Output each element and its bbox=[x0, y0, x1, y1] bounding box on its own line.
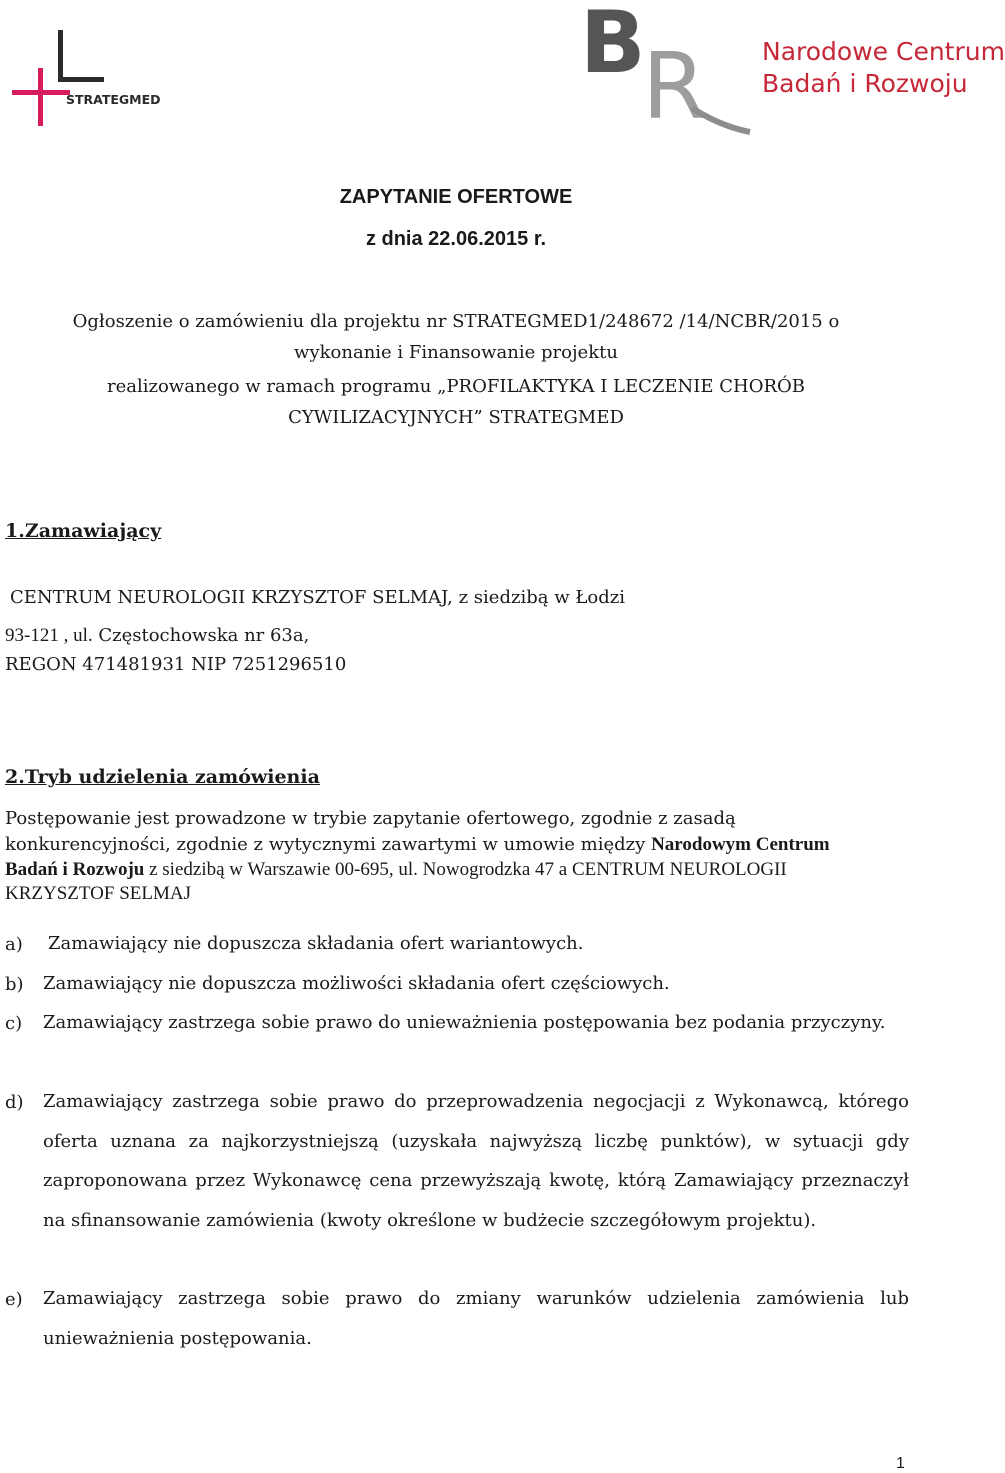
document-title: ZAPYTANIE OFERTOWE bbox=[339, 186, 573, 208]
procedure-paragraph-line-3 bbox=[5, 859, 787, 881]
svg-text:R: R bbox=[642, 33, 706, 140]
address-postal: 93-121 , ul. bbox=[5, 625, 93, 646]
list-item-c: Zamawiający zastrzega sobie prawo do unieważnienia postępowania bez podania przyczyny. bbox=[43, 1012, 886, 1033]
section-1-heading: 1.Zamawiający bbox=[5, 520, 162, 542]
list-marker-e: e) bbox=[5, 1289, 23, 1310]
list-item-a: Zamawiający nie dopuszcza składania ofert wariantowych. bbox=[48, 933, 584, 954]
ncbr-logo bbox=[580, 0, 1005, 140]
ncbr-line-1: Narodowe Centrum bbox=[762, 37, 1005, 66]
contracting-party-short: KRZYSZTOF SELMAJ bbox=[5, 883, 191, 904]
announcement-line-1: Ogłoszenie o zamówieniu dla projektu nr STRATEGMED1/248672 /14/NCBR/2015 o bbox=[72, 311, 840, 332]
ncbr-name-part-2: Badań i Rozwoju bbox=[5, 859, 145, 880]
procedure-paragraph-line-4 bbox=[5, 883, 191, 905]
procedure-paragraph-line-2 bbox=[5, 834, 830, 856]
strategmed-logo bbox=[10, 28, 170, 128]
list-item-d: Zamawiający zastrzega sobie prawo do przeprowadzenia negocjacji z Wykonawcą, którego oferta uznana za najkorzystniejszą (uzyskała najwyższą liczbę punktów), w sytuacji gdy zaproponowana przez Wykonawcę cena przewyższają kwotę, którą Zamawiający przeznaczył na sfinansowanie zamówienia (kwoty określone w budżecie szczegółowym projektu). bbox=[43, 1091, 909, 1231]
announcement-line-4: CYWILIZACYJNYCH” STRATEGMED bbox=[288, 407, 624, 428]
list-marker-d: d) bbox=[5, 1092, 24, 1113]
svg-text:B: B bbox=[580, 0, 646, 93]
list-marker-b: b) bbox=[5, 974, 24, 995]
list-marker-c: c) bbox=[5, 1013, 23, 1034]
ncbr-logo-text bbox=[762, 36, 1005, 100]
list-item-b: Zamawiający nie dopuszcza możliwości składania ofert częściowych. bbox=[43, 973, 670, 994]
section-2-heading: 2.Tryb udzielenia zamówienia bbox=[5, 766, 320, 788]
ncbr-mark bbox=[580, 0, 770, 140]
contracting-party-name: CENTRUM NEUROLOGII KRZYSZTOF SELMAJ, z siedzibą w Łodzi bbox=[10, 587, 625, 608]
address-street: Częstochowska nr 63a, bbox=[92, 625, 310, 646]
ncbr-name-part-1: Narodowym Centrum bbox=[651, 834, 830, 855]
list-marker-a: a) bbox=[5, 934, 23, 955]
document-date: z dnia 22.06.2015 r. bbox=[365, 228, 547, 250]
list-item-e: Zamawiający zastrzega sobie prawo do zmiany warunków udzielenia zamówienia lub unieważnienia postępowania. bbox=[43, 1288, 909, 1349]
procedure-text: konkurencyjności, zgodnie z wytycznymi zawartymi w umowie między bbox=[5, 834, 652, 855]
procedure-paragraph-line-1: Postępowanie jest prowadzone w trybie zapytanie ofertowego, zgodnie z zasadą bbox=[5, 808, 736, 829]
announcement-line-3: realizowanego w ramach programu „PROFILAKTYKA I LECZENIE CHORÓB bbox=[106, 376, 806, 397]
ncbr-line-2: Badań i Rozwoju bbox=[762, 69, 968, 98]
page-number: 1 bbox=[896, 1455, 905, 1472]
announcement-line-2: wykonanie i Finansowanie projektu bbox=[294, 342, 618, 363]
contracting-party-address bbox=[5, 625, 309, 647]
strategmed-logo-text: STRATEGMED bbox=[66, 92, 161, 107]
contracting-party-ids: REGON 471481931 NIP 7251296510 bbox=[5, 654, 347, 675]
ncbr-address: z siedzibą w Warszawie 00-695, ul. Nowogrodzka 47 a CENTRUM NEUROLOGII bbox=[144, 859, 787, 880]
